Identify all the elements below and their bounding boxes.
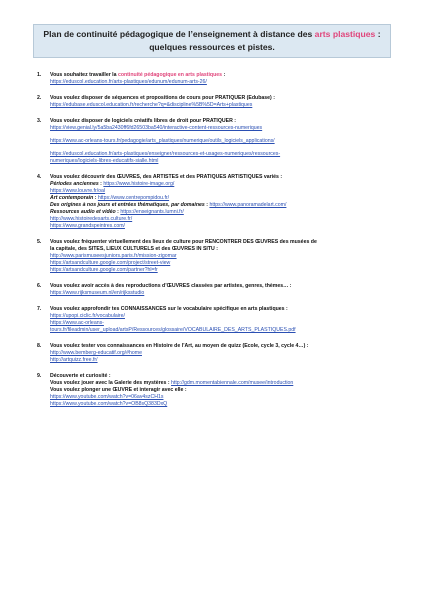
resource-link-continued[interactable]: tours.fr/fileadmin/user_upload/artsP/Ressources/glossaire/VOCABULAIRE_DES_ARTS_PLASTIQUES.pdf bbox=[50, 327, 296, 333]
separator: : bbox=[166, 380, 172, 386]
category-label: Des origines à nos jours et entrées thématiques, par domaines bbox=[50, 202, 205, 208]
item-number: 6. bbox=[37, 283, 42, 289]
resource-link[interactable]: https://enseignants.lumni.fr/ bbox=[120, 209, 184, 215]
sub-text: Vous voulez plonger une ŒUVRE et interagir avec elle : bbox=[50, 387, 187, 393]
resource-link[interactable]: https://www.panoramadelart.com/ bbox=[209, 202, 287, 208]
list-item-2 bbox=[37, 95, 399, 109]
list-item-3 bbox=[37, 118, 399, 165]
item-number: 1. bbox=[37, 72, 42, 78]
resource-link[interactable]: https://www.ac-orleans-tours.fr/pedagogie/arts_plastiques/numerique/outils_logiciels_applications/ bbox=[50, 138, 275, 144]
category-label: Périodes anciennes bbox=[50, 181, 99, 187]
item-number: 7. bbox=[37, 306, 42, 312]
item-number: 2. bbox=[37, 95, 42, 101]
item-text: Vous voulez approfondir tes CONNAISSANCES sur le vocabulaire spécifique en arts plastiques : bbox=[50, 306, 288, 312]
resource-link[interactable]: https://edubase.eduscol.education.fr/recherche?q=&discipline%5B%5D=Arts+plastiques bbox=[50, 102, 253, 108]
resource-link[interactable]: https://upopi.ciclic.fr/vocabulaire/ bbox=[50, 313, 125, 319]
resource-link[interactable]: https://www.youtube.com/watch?v=OB8sQ383DxQ bbox=[50, 401, 168, 407]
item-number: 5. bbox=[37, 239, 42, 245]
separator: : bbox=[98, 181, 104, 187]
resource-link[interactable]: http://artquizz.free.fr/ bbox=[50, 357, 98, 363]
item-text: Vous voulez découvrir des ŒUVRES, des ARTISTES et des PRATIQUES ARTISTIQUES variés : bbox=[50, 174, 283, 180]
resource-link[interactable]: https://www.youtube.com/watch?v=06av4szCH1s bbox=[50, 394, 164, 400]
resource-link[interactable]: https://www.rijksmuseum.nl/en/rijksstudio bbox=[50, 290, 145, 296]
title-text-part2: : quelques ressources et pistes. bbox=[149, 29, 381, 52]
resource-link[interactable]: https://www.histoire-image.org/ bbox=[103, 181, 175, 187]
resource-link[interactable]: https://www.ac-orleans- bbox=[50, 320, 104, 326]
list-item-9 bbox=[37, 373, 399, 408]
resource-link[interactable]: https://artsandculture.google.com/project/street-view bbox=[50, 260, 171, 266]
category-label: Art contemporain bbox=[50, 195, 94, 201]
document-title bbox=[33, 24, 391, 58]
item-number: 9. bbox=[37, 373, 42, 379]
list-item-1 bbox=[37, 72, 399, 86]
category-label: Ressources audio et vidéo bbox=[50, 209, 116, 215]
resource-link[interactable]: http://gdm.momentabiennale.com/musee/introduction bbox=[171, 380, 294, 386]
resource-link[interactable]: https://artsandculture.google.com/partner?hl=fr bbox=[50, 267, 158, 273]
item-text-after: : bbox=[222, 72, 226, 78]
resource-link[interactable]: https://www.centrepompidou.fr/ bbox=[97, 195, 170, 201]
sub-text: Vous voulez jouer avec la Galerie des mystères bbox=[50, 380, 167, 386]
title-text-part1: Plan de continuité pédagogique de l’enseignement à distance des bbox=[43, 29, 315, 39]
separator: : bbox=[115, 209, 121, 215]
item-text: Vous voulez tester vos connaissances en Histoire de l’Art, au moyen de quizz (École, cycle 3, cycle 4…) : bbox=[50, 343, 309, 349]
resource-link[interactable]: https://eduscol.education.fr/arts-plastiques/edunum/edunum-arts-26/ bbox=[50, 79, 207, 85]
resource-link[interactable]: https://www.louvre.fr/oal bbox=[50, 188, 106, 194]
item-text: Vous souhaitez travailler la bbox=[50, 72, 118, 78]
resource-link[interactable]: https://www.grandspeintres.com/ bbox=[50, 223, 125, 229]
title-highlight: arts plastiques bbox=[314, 29, 376, 39]
item-number: 8. bbox=[37, 343, 42, 349]
item-text: Vous voulez fréquenter virtuellement des lieux de culture pour RENCONTRER DES ŒUVRES des musées de bbox=[50, 239, 317, 245]
list-item-4 bbox=[37, 174, 399, 230]
resource-link[interactable]: http://www.histoiredesarts.culture.fr/ bbox=[50, 216, 133, 222]
resource-link[interactable]: http://www.parismuseesjuniors.paris.fr/mission-zigomar bbox=[50, 253, 177, 259]
resource-link[interactable]: https://eduscol.education.fr/arts-plastiques/enseigner/ressources-et-usages-numeriques/ressources- bbox=[50, 151, 281, 157]
resource-list bbox=[37, 72, 399, 417]
item-text: Vous voulez avoir accès à des reproductions d’ŒUVRES classées par artistes, genres, thèmes… : bbox=[50, 283, 292, 289]
item-text: Découverte et curiosité : bbox=[50, 373, 111, 379]
item-number: 3. bbox=[37, 118, 42, 124]
list-item-7 bbox=[37, 306, 399, 334]
list-item-5 bbox=[37, 239, 399, 274]
list-item-8 bbox=[37, 343, 399, 364]
item-number: 4. bbox=[37, 174, 42, 180]
item-text: Vous voulez disposer de séquences et propositions de cours pour PRATIQUER (Edubase) : bbox=[50, 95, 275, 101]
resource-link-continued[interactable]: numeriques/logiciels-libres-educatifs-sialle.html bbox=[50, 158, 159, 164]
item-text: Vous voulez disposer de logiciels créatifs libres de droit pour PRATIQUER : bbox=[50, 118, 237, 124]
resource-link[interactable]: https://view.genial.ly/5a5ba2430ff6fd26503ba540/interactive-content-ressources-numeriques bbox=[50, 125, 263, 131]
list-item-6 bbox=[37, 283, 399, 297]
item-text-continued: la capitale, des SITES, LIEUX CULTURELS et des ŒUVRES IN SITU : bbox=[50, 246, 218, 252]
item-highlight: continuité pédagogique en arts plastiques bbox=[117, 72, 223, 78]
resource-link[interactable]: http://www.bemberg-educatif.org/#home bbox=[50, 350, 142, 356]
separator: : bbox=[204, 202, 210, 208]
separator: : bbox=[93, 195, 98, 201]
